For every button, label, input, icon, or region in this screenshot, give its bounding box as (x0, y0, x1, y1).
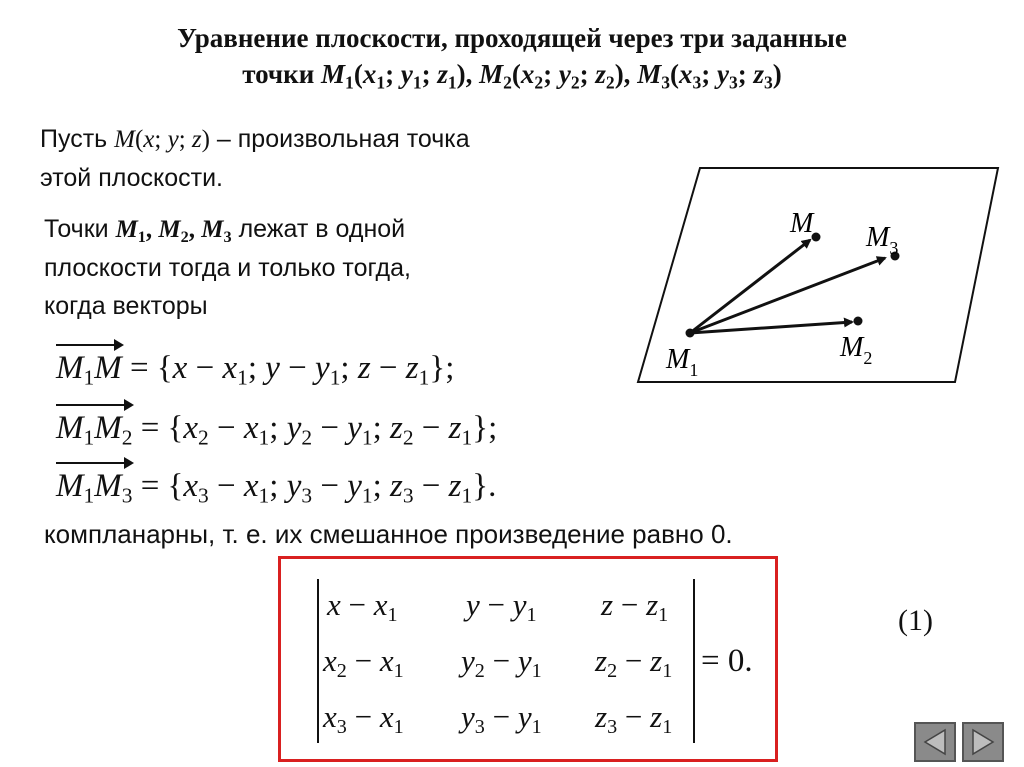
det-cell-2-2: $y_2 - y_1$ (461, 643, 542, 683)
vector-m1m3-formula: $M_1M_3 = \{x_3 - x_1$; $y_3 - y_1$; $z_3 - z_1$}. (56, 468, 496, 505)
title-line-2: точки $M_1(x_1$; $y_1$; $z_1$), $M_2(x_2$; $y_2$; $z_2$), $M_3(x_3$; $y_3$; $z_3$) (242, 59, 782, 93)
vector-m1-m (690, 240, 810, 333)
det-result: = 0. (701, 643, 753, 679)
intro-line-1: Пусть M(x; y; z) – произвольная точка (40, 125, 470, 153)
det-cell-1-1: $x - x_1$ (327, 587, 398, 627)
slide-title (0, 20, 1024, 92)
plane-diagram (630, 160, 1020, 390)
next-icon (964, 724, 1002, 760)
det-cell-1-2: $y - y_1$ (466, 587, 537, 627)
equation-number: (1) (898, 604, 933, 637)
coplanar-text: компланарны, т. е. их смешанное произведение равно 0. (44, 519, 733, 549)
points-paragraph (44, 210, 564, 325)
prev-icon (916, 724, 954, 760)
label-m2: $M_2$ (840, 332, 873, 368)
intro-text-1: Пусть (40, 125, 108, 153)
points-line-2: плоскости тогда и только тогда, (44, 254, 411, 282)
label-m: M (790, 208, 814, 239)
label-m1: $M_1$ (666, 344, 699, 380)
vector-m1m-formula: $M_1M = \{x - x_1$; $y - y_1$; $z - z_1$}; (56, 350, 454, 387)
points-suffix: лежат в одной (238, 215, 406, 243)
det-cell-2-1: $x_2 - x_1$ (323, 643, 404, 683)
det-cell-3-3: $z_3 - z_1$ (595, 699, 673, 739)
prev-slide-button[interactable] (914, 722, 956, 762)
det-cell-1-3: $z - z_1$ (601, 587, 669, 627)
next-slide-button[interactable] (962, 722, 1004, 762)
determinant-box (278, 556, 778, 762)
det-cell-3-1: $x_3 - x_1$ (323, 699, 404, 739)
points-line-1: Точки $M_1$, $M_2$, $M_3$ лежат в одной (44, 215, 406, 246)
intro-line-2: этой плоскости. (40, 164, 223, 192)
title-line-1: Уравнение плоскости, проходящей через три заданные (177, 23, 847, 53)
intro-text-2: – произвольная точка (216, 125, 470, 153)
plane-outline (638, 168, 998, 382)
point-m2 (854, 317, 863, 326)
points-prefix: Точки (44, 215, 109, 243)
points-line-3: когда векторы (44, 292, 208, 320)
det-left-bar (317, 579, 319, 743)
vector-m1m2-formula: $M_1M_2 = \{x_2 - x_1$; $y_2 - y_1$; $z_2 - z_1$}; (56, 410, 497, 447)
det-cell-3-2: $y_3 - y_1$ (461, 699, 542, 739)
det-cell-2-3: $z_2 - z_1$ (595, 643, 673, 683)
point-m1 (686, 329, 695, 338)
det-right-bar (693, 579, 695, 743)
title-prefix: точки (242, 59, 315, 89)
label-m3: $M_3$ (866, 222, 899, 258)
intro-paragraph (40, 120, 600, 197)
